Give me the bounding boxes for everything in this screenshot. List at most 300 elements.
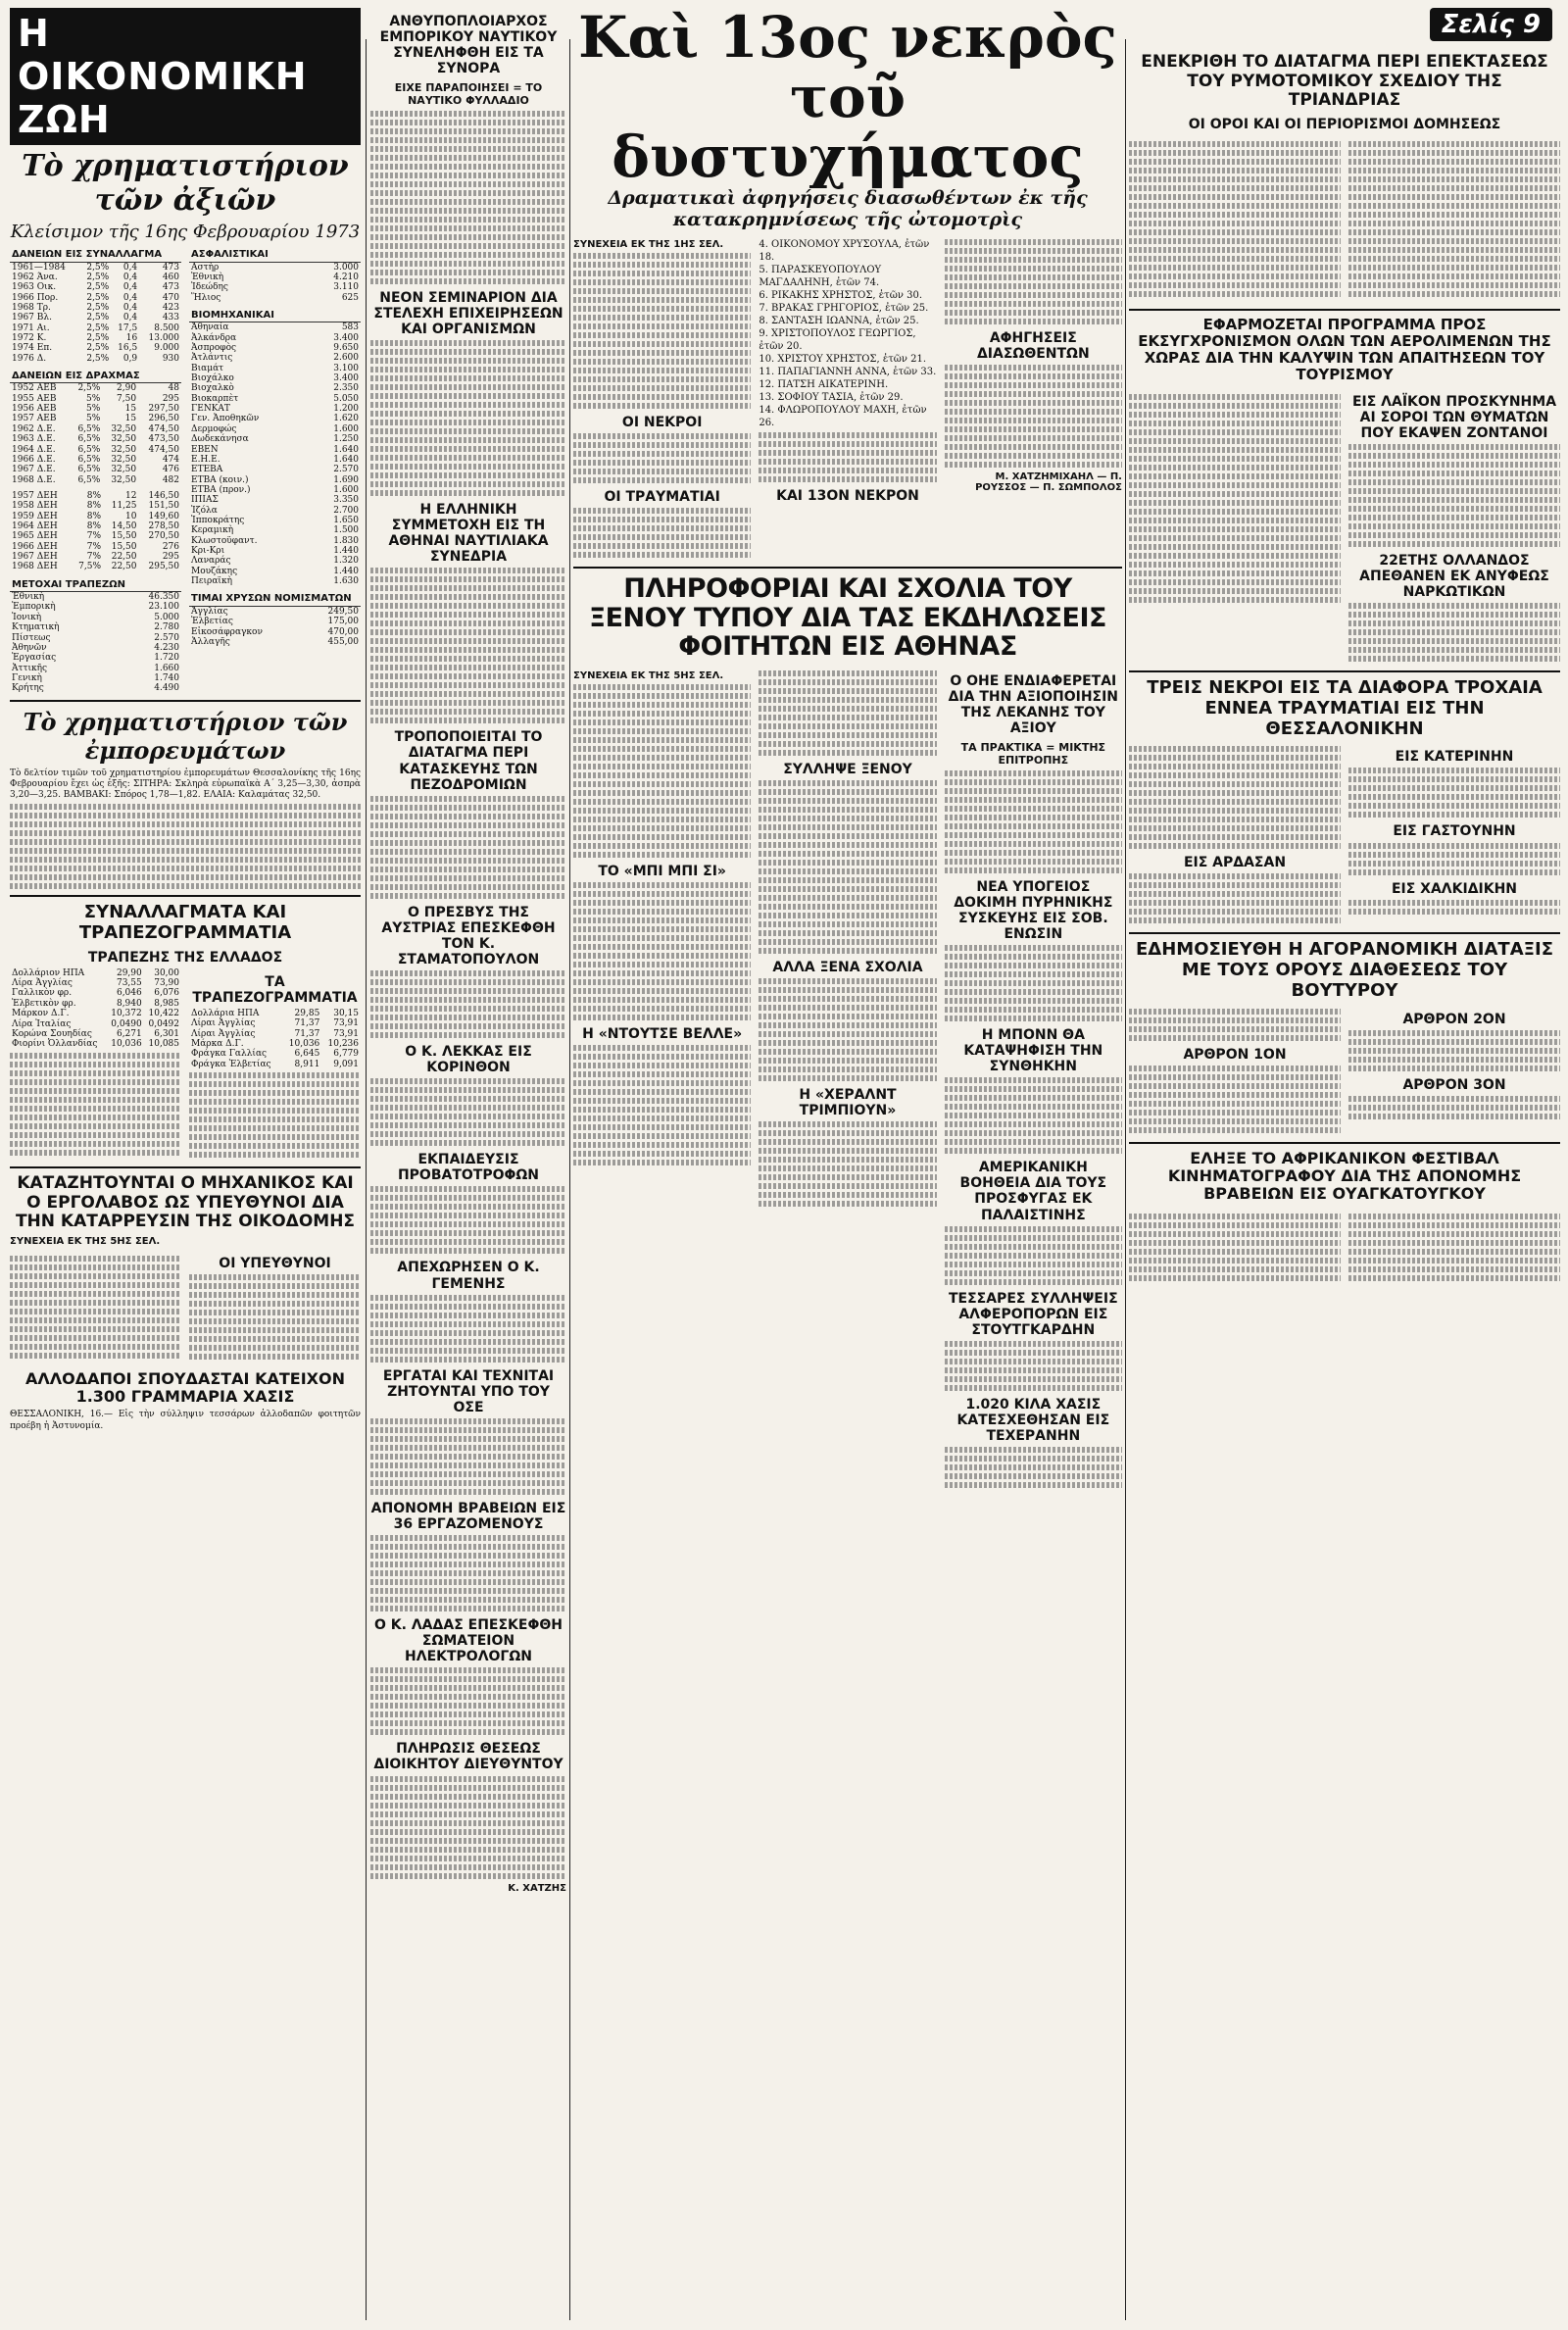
stock-tables xyxy=(10,248,361,694)
insurance-row-cell: Ἰδεώδης xyxy=(191,282,228,293)
currency-row-cell: Κορώνα Σουηδίας xyxy=(12,1028,92,1039)
industrial-row-cell: Ἰπποκράτης xyxy=(191,515,245,525)
drachma-row-cell: 6,5% xyxy=(77,434,101,445)
loan-row-cell: 2,5% xyxy=(86,313,110,323)
industrial-row-cell: ΕΤΒΑ (κοιν.) xyxy=(191,474,249,485)
film-festival-title: ΕΛΗΞΕ ΤΟ ΑΦΡΙΚΑΝΙΚΟΝ ΦΕΣΤΙΒΑΛ ΚΙΝΗΜΑΤΟΓΡΑΦΟΥ ΔΙΑ ΤΗΣ ΑΠΟΝΟΜΗΣ ΒΡΑΒΕΙΩΝ ΕΙΣ ΟΥΑΓΚΑΤΟΥΓΚΟΥ xyxy=(1167,1148,1522,1204)
shipping-column xyxy=(370,8,566,2322)
loan-row-cell: 13.000 xyxy=(148,332,179,343)
region-gastouni: ΕΙΣ ΓΑΣΤΟΥΝΗΝ xyxy=(1393,823,1516,840)
dead-subhead: ΟΙ ΝΕΚΡΟΙ xyxy=(621,414,703,430)
dei-row-cell: 8% xyxy=(86,490,102,501)
drachma-row-cell: 32,50 xyxy=(111,454,137,465)
gold-row xyxy=(189,606,361,617)
loans-table xyxy=(10,248,181,364)
gold-row-cell: 175,00 xyxy=(327,617,359,627)
dei-row-cell: 295 xyxy=(162,551,179,562)
loan-row-cell: 8.500 xyxy=(154,322,179,333)
loan-row-cell: 2,5% xyxy=(86,353,110,364)
bank-row-cell: Ἀττικῆς xyxy=(12,663,48,673)
list-item: 9. ΧΡΙΣΤΟΠΟΥΛΟΣ ΓΕΩΡΓΙΟΣ, ἐτῶν 20. xyxy=(759,327,916,352)
dei-row xyxy=(10,542,181,552)
injured-list xyxy=(759,238,936,429)
loan-row-cell: 0,4 xyxy=(122,292,138,303)
loan-row xyxy=(10,293,181,303)
currency-row-cell: 73,90 xyxy=(154,978,179,989)
bank-row xyxy=(10,613,181,622)
loan-row-cell: 2,5% xyxy=(86,343,110,354)
industrial-row xyxy=(189,465,361,474)
loan-row-cell: 930 xyxy=(162,353,179,364)
loan-row xyxy=(10,303,181,313)
loan-row xyxy=(10,282,181,292)
drachma-row-cell: 5% xyxy=(86,414,101,424)
currency-row-cell: 6,076 xyxy=(154,988,179,999)
industrial-row-cell: Βιοκαρπὲτ xyxy=(191,393,239,404)
testimony-subhead: ΑΦΗΓΗΣΕΙΣ ΔΙΑΣΩΘΕΝΤΩΝ xyxy=(976,329,1090,362)
banknote-row-cell: 9,091 xyxy=(333,1059,359,1069)
list-item: 6. ΡΙΚΑΚΗΣ ΧΡΗΣΤΟΣ, ἐτῶν 30. xyxy=(759,289,923,301)
dei-row xyxy=(10,501,181,511)
region-chalkidiki: ΕΙΣ ΧΑΛΚΙΔΙΚΗΝ xyxy=(1391,880,1518,897)
industrial-row xyxy=(189,485,361,495)
banknote-row-cell: Λίραι Ἀγγλίας xyxy=(191,1018,256,1029)
industrial-row xyxy=(189,455,361,465)
industrial-row-cell: ΙΠΙΑΣ xyxy=(191,495,219,506)
insurance-row-cell: 3.000 xyxy=(333,262,359,273)
loan-row-cell: 470 xyxy=(162,292,179,303)
loan-row-cell: 2,5% xyxy=(86,272,110,282)
currency-row-cell: Γαλλικὸν φρ. xyxy=(12,988,73,999)
dei-row-cell: 15,50 xyxy=(111,541,137,552)
bank-row xyxy=(10,653,181,663)
list-item: 13. ΣΟΦΙΟΥ ΤΑΣΙΑ, ἐτῶν 29. xyxy=(759,391,904,403)
banknote-row xyxy=(189,1029,361,1039)
loan-row xyxy=(10,354,181,364)
industrial-row-cell: Γεν. Ἀποθηκῶν xyxy=(191,414,260,424)
currency-row xyxy=(10,968,181,978)
drachma-row-cell: 296,50 xyxy=(148,414,179,424)
loan-row xyxy=(10,343,181,353)
drachma-row-cell: 48 xyxy=(168,383,179,394)
drachma-row xyxy=(10,475,181,485)
loan-row-cell: 2,5% xyxy=(86,322,110,333)
region-katerini: ΕΙΣ ΚΑΤΕΡΙΝΗΝ xyxy=(1395,749,1514,766)
loan-row-cell: 1974 Επ. xyxy=(12,343,53,354)
industrial-row-cell: Ἀθηναία xyxy=(191,322,229,333)
press-sub-bbc: ΤΟ «ΜΠΙ ΜΠΙ ΣΙ» xyxy=(598,863,726,879)
gold-row xyxy=(189,627,361,637)
students-text: ΘΕΣΣΑΛΟΝΙΚΗ, 16.— Εἰς τὴν σύλληψιν τεσσάρων ἀλλοδαπῶν φοιτητῶν προέβη ἡ Ἀστυνομία. xyxy=(10,1410,361,1431)
drachma-row-cell: 473,50 xyxy=(148,434,179,445)
currency-row-cell: 10,422 xyxy=(148,1009,179,1019)
drachma-row xyxy=(10,383,181,394)
loan-row xyxy=(10,313,181,322)
industrial-row xyxy=(189,445,361,455)
drachma-row-cell: 1967 Δ.Ε. xyxy=(12,465,56,475)
loan-row-cell: 433 xyxy=(162,313,179,323)
industrial-row-cell: 3.350 xyxy=(333,495,359,506)
bank-row-cell: 23.100 xyxy=(148,602,179,613)
dei-row-cell: 7% xyxy=(86,541,102,552)
oie-title: Ο ΟΗΕ ΕΝΔΙΑΦΕΡΕΤΑΙ ΔΙΑ ΤΗΝ ΑΞΙΟΠΟΙΗΣΙΝ ΤΗΣ ΛΕΚΑΝΗΣ ΤΟΥ ΑΞΙΟΥ xyxy=(948,672,1119,737)
building-continuation: ΣΥΝΕΧΕΙΑ ΕΚ ΤΗΣ 5ΗΣ ΣΕΛ. xyxy=(10,1235,161,1247)
bank-row-cell: Ἀθηνῶν xyxy=(12,642,47,653)
dei-row xyxy=(10,562,181,571)
currency-row-cell: 10,085 xyxy=(148,1039,179,1050)
bank-row-cell: 5.000 xyxy=(154,612,179,622)
dei-row xyxy=(10,521,181,531)
drachma-row-cell: 5% xyxy=(86,393,101,404)
loan-row-cell: 1966 Πορ. xyxy=(12,292,59,303)
banknote-row-cell: Φράγκα Γαλλίας xyxy=(191,1049,268,1060)
industrial-row-cell: Βιοχαλκὸ xyxy=(191,383,234,394)
finance-column xyxy=(10,8,361,2322)
insurance-row-cell: Ἥλιος xyxy=(191,292,221,303)
plan-title: ΕΝΕΚΡΙΘΗ ΤΟ ΔΙΑΤΑΓΜΑ ΠΕΡΙ ΕΠΕΚΤΑΣΕΩΣ ΤΟΥ ΡΥΜΟΤΟΜΙΚΟΥ ΣΧΕΔΙΟΥ ΤΗΣ ΤΡΙΑΝΔΡΙΑΣ xyxy=(1141,52,1548,111)
industrial-row-cell: 2.350 xyxy=(333,383,359,394)
bank-row-cell: Πίστεως xyxy=(12,632,51,643)
dei-row-cell: 1964 ΔΕΗ xyxy=(12,521,58,531)
currency-row-cell: 8,985 xyxy=(154,998,179,1009)
drachma-row xyxy=(10,424,181,434)
currency-row-cell: 6,301 xyxy=(154,1028,179,1039)
banknote-row-cell: 71,37 xyxy=(294,1018,320,1029)
currency-row xyxy=(10,999,181,1009)
industrial-row-cell: 1.640 xyxy=(333,444,359,455)
drachma-row-cell: 1968 Δ.Ε. xyxy=(12,474,56,485)
dei-row-cell: 146,50 xyxy=(148,490,179,501)
industrial-row xyxy=(189,333,361,343)
drachma-row-cell: 7,50 xyxy=(117,393,137,404)
gold-row-cell: Ἀγγλίας xyxy=(191,606,228,617)
currency-row-cell: 8,940 xyxy=(116,998,142,1009)
dei-row-cell: 1967 ΔΕΗ xyxy=(12,551,58,562)
loan-row-cell: 1971 Αι. xyxy=(12,322,50,333)
industrial-row-cell: 1.320 xyxy=(333,556,359,567)
loan-row xyxy=(10,323,181,333)
bank-row xyxy=(10,633,181,643)
article-2: ΑΡΘΡΟΝ 2ΟΝ xyxy=(1402,1011,1506,1027)
insurance-row xyxy=(189,262,361,273)
drachma-row-cell: 297,50 xyxy=(148,404,179,415)
stocks-subtitle: Κλείσιμον τῆς 16ης Φεβρουαρίου 1973 xyxy=(10,222,361,242)
column-rule xyxy=(569,39,570,2320)
drachma-row-cell: 2,5% xyxy=(77,383,101,394)
currency-table xyxy=(10,968,181,1050)
airports-title: ΕΦΑΡΜΟΖΕΤΑΙ ΠΡΟΓΡΑΜΜΑ ΠΡΟΣ ΕΚΣΥΓΧΡΟΝΙΣΜΟΝ ΟΛΩΝ ΤΩΝ ΑΕΡΟΛΙΜΕΝΩΝ ΤΗΣ ΧΩΡΑΣ ΔΙΑ ΤΗΝ ΚΑΛΥΨΙΝ ΤΩΝ ΑΠΑΙΤΗΣΕΩΝ ΤΟΥ ΤΟΥΡΙΣΜΟΥ xyxy=(1138,315,1551,384)
drachma-row xyxy=(10,455,181,465)
accident-continuation: ΣΥΝΕΧΕΙΑ ΕΚ ΤΗΣ 1ΗΣ ΣΕΛ. xyxy=(573,238,724,250)
banknote-row xyxy=(189,1049,361,1059)
drachma-row-cell: 15 xyxy=(124,404,137,415)
dutch-title: 22ΕΤΗΣ ΟΛΛΑΝΔΟΣ ΑΠΕΘΑΝΕΝ ΕΚ ΑΝΥΦΕΩΣ ΝΑΡΚΩΤΙΚΩΝ xyxy=(1359,553,1549,601)
bank-row xyxy=(10,664,181,673)
industrial-row-cell: 1.200 xyxy=(333,404,359,415)
plan-subtitle: ΟΙ ΟΡΟΙ ΚΑΙ ΟΙ ΠΕΡΙΟΡΙΣΜΟΙ ΔΟΜΗΣΕΩΣ xyxy=(1188,116,1501,132)
list-item: 4. ΟΙΚΟΝΟΜΟΥ ΧΡΥΣΟΥΛΑ, ἐτῶν 18. xyxy=(759,238,930,263)
drachma-row-cell: 32,50 xyxy=(111,444,137,455)
bank-row-cell: 46.350 xyxy=(148,592,179,603)
dei-row-cell: 10 xyxy=(125,511,137,521)
dei-row-cell: 8% xyxy=(86,501,102,512)
loan-row xyxy=(10,333,181,343)
page-number-badge: Σελίς 9 xyxy=(1430,8,1552,41)
industrial-row xyxy=(189,414,361,423)
drachma-row xyxy=(10,394,181,404)
workers-title: ΕΡΓΑΤΑΙ ΚΑΙ ΤΕΧΝΙΤΑΙ ΖΗΤΟΥΝΤΑΙ ΥΠΟ ΤΟΥ ΟΣΕ xyxy=(382,1367,555,1415)
gold-row-cell: 455,00 xyxy=(327,636,359,647)
loan-row-cell: 0,4 xyxy=(122,272,138,282)
insurance-row-cell: 3.110 xyxy=(333,282,359,293)
industrial-row xyxy=(189,364,361,373)
bank-row-cell: 1.740 xyxy=(154,672,179,683)
accident-subheadline: Δραματικαὶ ἀφηγήσεις διασωθέντων ἐκ τῆς κατακρημνίσεως τῆς ὠτομοτρὶς xyxy=(608,186,1088,230)
gold-row-cell: Εἰκοσάφραγκον xyxy=(191,626,263,637)
dei-row-cell: 1968 ΔΕΗ xyxy=(12,562,58,572)
industrial-row-cell: ΓΕΝΚΑΤ xyxy=(191,404,230,415)
awards-title: ΑΠΟΝΟΜΗ ΒΡΑΒΕΙΩΝ ΕΙΣ 36 ΕΡΓΑΖΟΜΕΝΟΥΣ xyxy=(370,1500,566,1532)
region-ardassa: ΕΙΣ ΑΡΔΑΣΑΝ xyxy=(1183,855,1287,871)
industrial-row-cell: Ἀτλάντις xyxy=(191,353,233,364)
industrial-row-cell: Δερμοφώς xyxy=(191,423,237,434)
dei-row-cell: 295,50 xyxy=(148,562,179,572)
column-rule xyxy=(366,39,367,2320)
commodities-text: Τὸ δελτίον τιμῶν τοῦ χρηματιστηρίου ἐμπορευμάτων Θεσσαλονίκης τῆς 16ης Φεβρουαρίου ἔχει ὡς ἑξῆς: ΣΙΤΗΡΑ: Σκληρὰ εὐρωπαϊκὰ Α΄ 3,25—3,30, ἀσπρὰ 3,20—3,25. ΒΑΜΒΑΚΙ: Σπόρος 1,78—1,82. ΕΛΑΙΑ: Καλαμάτας 32,50. xyxy=(10,768,361,801)
industrial-row-cell: 1.830 xyxy=(333,535,359,546)
loan-row-cell: 17,5 xyxy=(118,322,138,333)
dei-row-cell: 11,25 xyxy=(111,501,137,512)
industrial-row-cell: Κεραμικὴ xyxy=(191,525,234,536)
currency-row xyxy=(10,978,181,988)
main-news-column xyxy=(573,8,1122,2322)
dei-row xyxy=(10,531,181,541)
banknote-row-cell: Μάρκα Δ.Γ. xyxy=(191,1039,244,1049)
drachma-row-cell: 1952 ΑΕΒ xyxy=(12,383,57,394)
shipping-subtitle: ΕΙΧΕ ΠΑΡΑΠΟΙΗΣΕΙ = ΤΟ ΝΑΥΤΙΚΟ ΦΥΛΛΑΔΙΟ xyxy=(394,81,543,108)
banknote-row xyxy=(189,1060,361,1069)
industrial-row-cell: 583 xyxy=(341,322,359,333)
industrial-row xyxy=(189,556,361,566)
bank-row-cell: 4.490 xyxy=(154,683,179,694)
industrial-row-cell: 2.600 xyxy=(333,353,359,364)
road-deaths-title: ΤΡΕΙΣ ΝΕΚΡΟΙ ΕΙΣ ΤΑ ΔΙΑΦΟΡΑ ΤΡΟΧΑΙΑ ΕΝΝΕΑ ΤΡΑΥΜΑΤΙΑΙ ΕΙΣ ΤΗΝ ΘΕΣΣΑΛΟΝΙΚΗΝ xyxy=(1147,677,1543,739)
dei-row-cell: 14,50 xyxy=(111,521,137,531)
dei-row-cell: 12 xyxy=(125,490,137,501)
banknote-row-cell: 8,911 xyxy=(294,1059,320,1069)
drachma-row-cell: 295 xyxy=(162,393,179,404)
loan-row-cell: 0,4 xyxy=(122,262,138,273)
dei-row-cell: 278,50 xyxy=(148,521,179,531)
industrial-row-cell: 1.650 xyxy=(333,515,359,525)
insurance-row-cell: Ἐθνικὴ xyxy=(191,272,224,282)
industrial-row xyxy=(189,516,361,525)
industrial-row-cell: 1.440 xyxy=(333,545,359,556)
drachma-row-cell: 15 xyxy=(124,414,137,424)
dei-row xyxy=(10,491,181,501)
industrial-row-cell: 1.620 xyxy=(333,414,359,424)
article-1: ΑΡΘΡΟΝ 1ΟΝ xyxy=(1183,1046,1287,1063)
currency-row-cell: 29,90 xyxy=(116,967,142,978)
industrial-row-cell: 1.600 xyxy=(333,423,359,434)
right-column xyxy=(1129,8,1560,2322)
students-title: ΑΛΛΟΔΑΠΟΙ ΣΠΟΥΔΑΣΤΑΙ ΚΑΤΕΙΧΟΝ 1.300 ΓΡΑΜΜΑΡΙΑ ΧΑΣΙΣ xyxy=(25,1368,345,1407)
bank-row-cell: 1.660 xyxy=(154,663,179,673)
drachma-row-cell: 6,5% xyxy=(77,465,101,475)
loan-row-cell: 16,5 xyxy=(118,343,138,354)
loan-row-cell: 0,9 xyxy=(122,353,138,364)
banknote-row-cell: 71,37 xyxy=(294,1028,320,1039)
notes-header: ΤΑ ΤΡΑΠΕΖΟΓΡΑΜΜΑΤΙΑ xyxy=(192,973,358,1006)
headline-line2: τοῦ δυστυχήματος xyxy=(612,63,1084,190)
dei-row-cell: 1965 ΔΕΗ xyxy=(12,531,58,542)
loan-row-cell: 9.000 xyxy=(154,343,179,354)
dei-row xyxy=(10,512,181,521)
bank-row-cell: 2.780 xyxy=(154,622,179,633)
headline-line1: Καὶ 13ος νεκρὸς xyxy=(578,8,1117,71)
industrial-row-cell: Μουζάκης xyxy=(191,566,238,576)
list-item: 5. ΠΑΡΑΣΚΕΥΟΠΟΥΛΟΥ ΜΑΓΔΑΛΗΝΗ, ἐτῶν 74. xyxy=(759,264,882,288)
loan-row-cell: 2,5% xyxy=(86,302,110,313)
loan-row-cell: 460 xyxy=(162,272,179,282)
banknote-row-cell: Φράγκα Ἐλβετίας xyxy=(191,1059,271,1069)
currency-row-cell: Δολλάριον ΗΠΑ xyxy=(12,967,85,978)
banknote-row-cell: Λίραι Ἀγγλίας xyxy=(191,1028,256,1039)
industrial-row-cell: 3.400 xyxy=(333,332,359,343)
dei-row-cell: 1957 ΔΕΗ xyxy=(12,490,58,501)
insurance-row-cell: Αστὴρ xyxy=(191,262,220,273)
sheep-title: ΕΚΠΑΙΔΕΥΣΙΣ ΠΡΟΒΑΤΟΤΡΟΦΩΝ xyxy=(397,1152,540,1184)
drachma-row-cell: 1957 ΑΕΒ xyxy=(12,414,57,424)
loan-row-cell: 1967 Βλ. xyxy=(12,313,52,323)
drachma-row xyxy=(10,414,181,423)
ambassador-title: Ο ΠΡΕΣΒΥΣ ΤΗΣ ΑΥΣΤΡΙΑΣ ΕΠΕΣΚΕΦΘΗ ΤΟΝ Κ. ΣΤΑΜΑΤΟΠΟΥΛΟΝ xyxy=(381,904,556,967)
currency-row xyxy=(10,1029,181,1039)
bank-row-cell: 2.570 xyxy=(154,632,179,643)
industrial-row-cell: Ἀσπροφὸς xyxy=(191,343,237,354)
column-rule xyxy=(1125,39,1126,2320)
bank-row xyxy=(10,683,181,693)
insurance-row xyxy=(189,282,361,292)
dei-row-cell: 22,50 xyxy=(111,562,137,572)
industrial-row xyxy=(189,383,361,393)
loan-row-cell: 1968 Τρ. xyxy=(12,302,51,313)
loan-row-cell: 2,5% xyxy=(86,262,110,273)
loan-row xyxy=(10,262,181,273)
drachma-row-cell: 32,50 xyxy=(111,465,137,475)
loan-row-cell: 16 xyxy=(125,332,138,343)
gold-row-cell: Ἀλλαγῆς xyxy=(191,636,230,647)
drachma-row-cell: 1956 ΑΕΒ xyxy=(12,404,57,415)
commodities-title: Τὸ χρηματιστήριον τῶν ἐμπορευμάτων xyxy=(23,707,348,765)
dei-row-cell: 151,50 xyxy=(148,501,179,512)
list-item: 10. ΧΡΙΣΤΟΥ ΧΡΗΣΤΟΣ, ἐτῶν 21. xyxy=(759,353,927,365)
industrial-row xyxy=(189,495,361,505)
bank-row xyxy=(10,673,181,683)
ladas-title: Ο Κ. ΛΑΔΑΣ ΕΠΕΣΚΕΦΘΗ ΣΩΜΑΤΕΙΟΝ ΗΛΕΚΤΡΟΛΟΓΩΝ xyxy=(374,1617,563,1665)
industrial-row xyxy=(189,343,361,353)
drachma-row-cell: 6,5% xyxy=(77,444,101,455)
dei-row-cell: 8% xyxy=(86,511,102,521)
currency-row-cell: Λίρα Ἀγγλίας xyxy=(12,978,73,989)
gold-table xyxy=(189,592,361,647)
industrial-header: ΒΙΟΜΗΧΑΝΙΚΑΙ xyxy=(189,309,361,322)
aid-title: ΑΜΕΡΙΚΑΝΙΚΗ ΒΟΗΘΕΙΑ ΔΙΑ ΤΟΥΣ ΠΡΟΣΦΥΓΑΣ ΕΚ ΠΑΛΑΙΣΤΙΝΗΣ xyxy=(959,1160,1107,1223)
bank-row-cell: Κτηματικὴ xyxy=(12,622,60,633)
currency-row xyxy=(10,1019,181,1029)
industrial-row-cell: 3.100 xyxy=(333,363,359,373)
industrial-row xyxy=(189,475,361,485)
industrial-row-cell: Πειραϊκὴ xyxy=(191,575,232,586)
dei-row-cell: 270,50 xyxy=(148,531,179,542)
drachma-row-cell: 476 xyxy=(162,465,179,475)
dei-row xyxy=(10,552,181,562)
press-sub-other: ΑΛΛΑ ΞΕΝΑ ΣΧΟΛΙΑ xyxy=(772,960,923,976)
bank-row xyxy=(10,643,181,653)
currency-row-cell: Ἐλβετικὸν φρ. xyxy=(12,998,76,1009)
banknote-row-cell: 6,645 xyxy=(294,1049,320,1060)
drachma-row-cell: 1966 Δ.Ε. xyxy=(12,454,56,465)
loans-header: ΔΑΝΕΙΩΝ ΕΙΣ ΣΥΝΑΛΛΑΓΜΑ xyxy=(10,248,181,262)
dei-row-cell: 1959 ΔΕΗ xyxy=(12,511,58,521)
loan-row-cell: 2,5% xyxy=(86,282,110,293)
industrial-row-cell: Ε.Η.Ε. xyxy=(191,454,220,465)
industrial-row xyxy=(189,567,361,576)
dei-table xyxy=(10,491,181,572)
drachma-row-cell: 5% xyxy=(86,404,101,415)
currency-row-cell: 0,0490 xyxy=(111,1018,142,1029)
dei-row-cell: 8% xyxy=(86,521,102,531)
drachma-row-cell: 32,50 xyxy=(111,434,137,445)
currency-row-cell: 73,55 xyxy=(116,978,142,989)
industrial-row xyxy=(189,353,361,363)
loan-row-cell: 1962 Άνα. xyxy=(12,272,58,282)
industrial-row xyxy=(189,576,361,586)
banknote-row xyxy=(189,1009,361,1018)
bank-row xyxy=(10,602,181,612)
bank-row xyxy=(10,592,181,603)
stocks-title: Τὸ χρηματιστήριον τῶν ἀξιῶν xyxy=(22,149,349,218)
loan-row xyxy=(10,273,181,282)
bank-row-cell: Ἐθνικὴ xyxy=(12,592,45,603)
currency-row xyxy=(10,1039,181,1049)
industrial-row-cell: 1.640 xyxy=(333,454,359,465)
currency-row-cell: Φιορίνι Ὀλλανδίας xyxy=(12,1039,98,1050)
bank-row-cell: Ἐμπορικὴ xyxy=(12,602,56,613)
drachma-row-cell: 1955 ΑΕΒ xyxy=(12,393,57,404)
loan-row-cell: 473 xyxy=(162,282,179,293)
industrial-row-cell: 1.630 xyxy=(333,575,359,586)
accident-signoff: Μ. ΧΑΤΖΗΜΙΧΑΗΛ — Π. ΡΟΥΣΣΟΣ — Π. ΣΩΜΠΟΛΟΣ xyxy=(975,471,1122,493)
notes-table xyxy=(189,1009,361,1069)
press-sub-foreigner: ΣΥΛΛΗΨΕ ΞΕΝΟΥ xyxy=(783,761,912,777)
drachma-header: ΔΑΝΕΙΩΝ ΕΙΣ ΔΡΑΧΜΑΣ xyxy=(10,370,181,383)
drachma-row-cell: 32,50 xyxy=(111,423,137,434)
banks-header: ΜΕΤΟΧΑΙ ΤΡΑΠΕΖΩΝ xyxy=(10,578,181,592)
drachma-row-cell: 6,5% xyxy=(77,474,101,485)
industrial-row xyxy=(189,322,361,333)
gold-header: ΤΙΜΑΙ ΧΡΥΣΩΝ ΝΟΜΙΣΜΑΤΩΝ xyxy=(189,592,361,606)
industrial-row xyxy=(189,506,361,516)
exchange-title: ΣΥΝΑΛΛΑΓΜΑΤΑ ΚΑΙ ΤΡΑΠΕΖΟΓΡΑΜΜΑΤΙΑ xyxy=(78,902,292,943)
banknote-row-cell: 73,91 xyxy=(333,1018,359,1029)
insurance-row xyxy=(189,293,361,303)
dei-row-cell: 7,5% xyxy=(78,562,102,572)
hijack-title: ΤΕΣΣΑΡΕΣ ΣΥΛΛΗΨΕΙΣ ΑΛΦΕΡΟΠΟΡΩΝ ΕΙΣ ΣΤΟΥΤΓΚΑΡΔΗΝ xyxy=(948,1290,1118,1338)
banknote-row-cell: 6,779 xyxy=(333,1049,359,1060)
bank-row-cell: Ἐργασίας xyxy=(12,653,57,664)
banknote-row xyxy=(189,1039,361,1049)
